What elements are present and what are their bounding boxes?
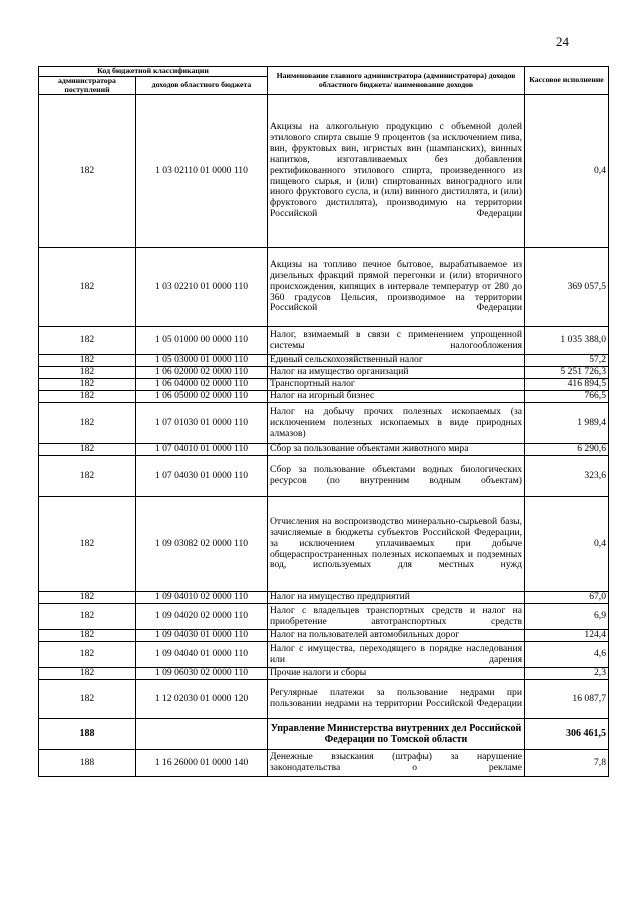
budget-revenue-table [38,66,609,777]
row-income-name: Отчисления на воспроизводство минерально-сырьевой базы, зачисляемые в бюджеты субъектов Российской Федерации, за исключением уплачиваемых при добыче общераспространенных полезных ископаемых и подземных вод, используемых для местных нужд [268,497,525,592]
row-cash-execution: 6 290,6 [525,444,609,456]
row-admin-code: 182 [39,604,136,630]
row-admin-code: 182 [39,497,136,592]
row-income-name: Налог на имущество предприятий [268,592,525,604]
table-row [39,680,609,719]
row-admin-code: 182 [39,367,136,379]
row-admin-code: 182 [39,642,136,668]
row-income-name: Регулярные платежи за пользование недрами при пользовании недрами на территории Российской Федерации [268,680,525,719]
row-income-code: 1 09 04010 02 0000 110 [136,592,268,604]
row-income-code: 1 09 04030 01 0000 110 [136,630,268,642]
table-row [39,456,609,497]
row-cash-execution: 57,2 [525,355,609,367]
row-admin-code: 182 [39,355,136,367]
row-cash-execution: 766,5 [525,391,609,403]
table-row [39,444,609,456]
row-cash-execution: 1 989,4 [525,403,609,444]
row-income-name: Прочие налоги и сборы [268,668,525,680]
table-row [39,95,609,248]
row-income-name: Акцизы на топливо печное бытовое, вырабатываемое из дизельных фракций прямой перегонки и (или) вторичного происхождения, кипящих в интервале температур от 280 до 360 градусов Цельсия, производимое на территории Российской Федерации [268,248,525,327]
row-cash-execution: 5 251 726,3 [525,367,609,379]
row-admin-code: 188 [39,750,136,777]
row-admin-code: 182 [39,592,136,604]
row-cash-execution: 1 035 388,0 [525,327,609,355]
row-income-code: 1 06 04000 02 0000 110 [136,379,268,391]
row-income-name: Налог на имущество организаций [268,367,525,379]
row-income-code: 1 16 26000 01 0000 140 [136,750,268,777]
row-income-code [136,719,268,750]
row-income-name: Сбор за пользование объектами животного мира [268,444,525,456]
table-row [39,719,609,750]
row-income-code: 1 12 02030 01 0000 120 [136,680,268,719]
row-cash-execution: 0,4 [525,95,609,248]
table-row [39,630,609,642]
table-row [39,592,609,604]
row-cash-execution: 306 461,5 [525,719,609,750]
row-income-name: Налог с имущества, переходящего в порядке наследования или дарения [268,642,525,668]
row-cash-execution: 16 087,7 [525,680,609,719]
row-income-code: 1 05 01000 00 0000 110 [136,327,268,355]
header-value: Кассовое исполнение [525,67,609,95]
row-income-code: 1 06 02000 02 0000 110 [136,367,268,379]
row-cash-execution: 67,0 [525,592,609,604]
table-row [39,403,609,444]
row-income-code: 1 09 04040 01 0000 110 [136,642,268,668]
row-cash-execution: 323,6 [525,456,609,497]
row-admin-code: 182 [39,403,136,444]
header-admin: администратора поступлений [39,77,136,95]
row-admin-code: 182 [39,668,136,680]
table-row [39,355,609,367]
row-income-code: 1 06 05000 02 0000 110 [136,391,268,403]
row-income-code: 1 07 04030 01 0000 110 [136,456,268,497]
row-admin-code: 182 [39,95,136,248]
page-number: 24 [556,34,569,49]
row-cash-execution: 416 894,5 [525,379,609,391]
row-cash-execution: 6,9 [525,604,609,630]
row-admin-code: 182 [39,444,136,456]
row-admin-code: 182 [39,630,136,642]
row-admin-code: 182 [39,248,136,327]
row-cash-execution: 2,3 [525,668,609,680]
table-row [39,668,609,680]
row-income-name: Налог на добычу прочих полезных ископаемых (за исключением полезных ископаемых в виде природных алмазов) [268,403,525,444]
row-admin-code: 182 [39,680,136,719]
row-cash-execution: 369 057,5 [525,248,609,327]
row-admin-code: 182 [39,391,136,403]
header-income: доходов областного бюджета [136,77,268,95]
row-income-code: 1 05 03000 01 0000 110 [136,355,268,367]
row-income-name: Транспортный налог [268,379,525,391]
table-row [39,497,609,592]
table-body [39,95,609,777]
table-row [39,327,609,355]
row-cash-execution: 4,6 [525,642,609,668]
table-row [39,642,609,668]
row-income-name: Единый сельскохозяйственный налог [268,355,525,367]
row-income-code: 1 03 02110 01 0000 110 [136,95,268,248]
row-cash-execution: 7,8 [525,750,609,777]
row-income-name: Управление Министерства внутренних дел Российской Федерации по Томской области [268,719,525,750]
table-row [39,248,609,327]
table-row [39,379,609,391]
table-row [39,604,609,630]
row-income-code: 1 07 01030 01 0000 110 [136,403,268,444]
row-income-code: 1 09 04020 02 0000 110 [136,604,268,630]
row-admin-code: 182 [39,456,136,497]
row-income-code: 1 09 06030 02 0000 110 [136,668,268,680]
row-admin-code: 188 [39,719,136,750]
row-cash-execution: 124,4 [525,630,609,642]
row-income-name: Налог с владельцев транспортных средств и налог на приобретение автотранспортных средств [268,604,525,630]
header-classification-group: Код бюджетной классификации [39,67,268,77]
row-cash-execution: 0,4 [525,497,609,592]
row-income-name: Акцизы на алкогольную продукцию с объемной долей этилового спирта свыше 9 процентов (за исключением пива, вин, фруктовых вин, игристых вин (шампанских), винных напитков, изготавливаемых без добавления ректификованного этилового спирта, произведенного из пищевого сырья, и (или) спиртованных виноградного или иного фруктового сусла, и (или) винного дистиллята, и (или) фруктового дистиллята), производимую на территории Российской Федерации [268,95,525,248]
row-income-name: Налог, взимаемый в связи с применением упрощенной системы налогообложения [268,327,525,355]
row-income-code: 1 09 03082 02 0000 110 [136,497,268,592]
row-admin-code: 182 [39,327,136,355]
header-name: Наименование главного администратора (администратора) доходов областного бюджета/ наименование доходов [268,67,525,95]
row-income-name: Налог на пользователей автомобильных дорог [268,630,525,642]
row-income-code: 1 07 04010 01 0000 110 [136,444,268,456]
table-row [39,391,609,403]
row-income-name: Налог на игорный бизнес [268,391,525,403]
table-row [39,367,609,379]
row-income-name: Денежные взыскания (штрафы) за нарушение законодательства о рекламе [268,750,525,777]
row-income-code: 1 03 02210 01 0000 110 [136,248,268,327]
row-admin-code: 182 [39,379,136,391]
table-row [39,750,609,777]
row-income-name: Сбор за пользование объектами водных биологических ресурсов (по внутренним водным объектам) [268,456,525,497]
